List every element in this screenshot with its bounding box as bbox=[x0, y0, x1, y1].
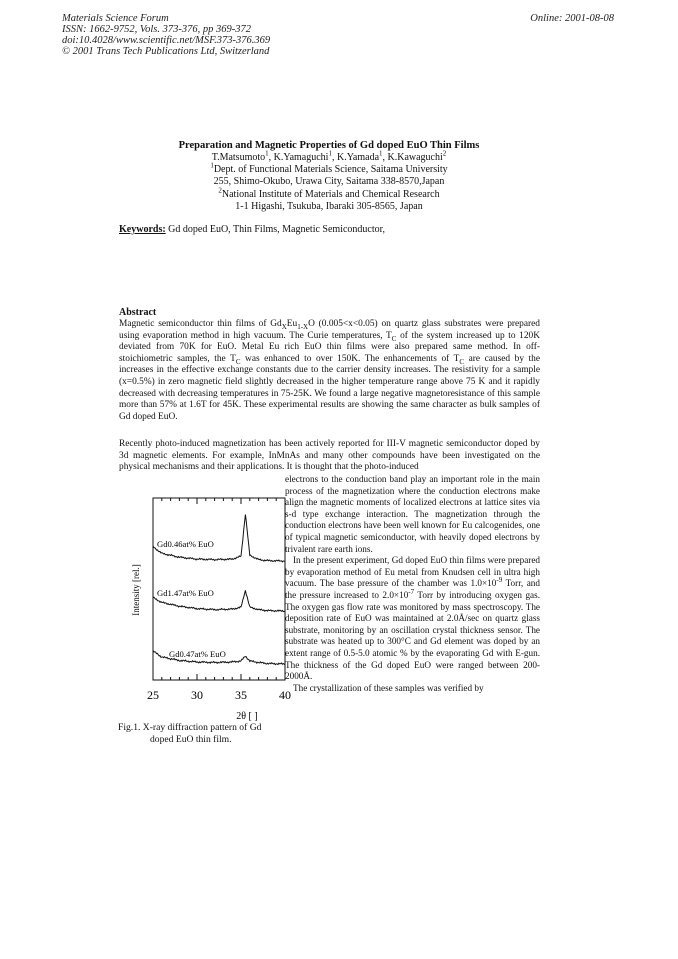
x-tick-label: 30 bbox=[191, 688, 203, 702]
author-name: , K.Yamaguchi bbox=[268, 152, 329, 163]
subscript: C bbox=[235, 357, 241, 366]
author-name: T.Matsumoto bbox=[211, 152, 266, 163]
body-run: Torr, and the pressure increased to 2.0×10 bbox=[285, 578, 540, 600]
curve-label: Gd1.47at% EuO bbox=[157, 588, 214, 598]
subscript: C bbox=[391, 334, 397, 343]
x-tick-label: 40 bbox=[279, 688, 291, 702]
affiliation-mark: 1 bbox=[210, 161, 214, 170]
abstract-run: O (0.005<x<0.05) on quartz glass substrates were prepared using evaporation method in high vacuum. The Curie temperatures, T bbox=[119, 319, 540, 341]
body-run: In the present experiment, Gd doped EuO thin films were prepared by evaporation method of Eu metal from Knudsen cell in ultra high vacuum. The base pressure of the chamber was 1.0×10 bbox=[285, 555, 540, 589]
body-paragraph bbox=[285, 555, 540, 683]
subscript: C bbox=[459, 357, 465, 366]
affiliation-1-address: 255, Shimo-Okubo, Urawa City, Saitama 338-8570,Japan bbox=[213, 176, 445, 188]
abstract-run: are caused by the increases in the effective exchange constants due to the carrier density increases. The resistivity for a sample (x=0.5%) in zero magnetic field slightly decreased in the higher temperature range above 75 K and it rapidly decreased with decreasing temperatures in 75-25K. We found a large negative magnetoresistance of this sample more than 57% at 1.6T for 45K. These experimental results are showing the same character as bulk samples of Gd doped EuO. bbox=[119, 353, 540, 422]
superscript: -7 bbox=[408, 587, 415, 596]
abstract-run: of the system increased up to 120K deviated from 70K for EuO. Metal Eu rich EuO thin films were also prepared same method. In off-stoichiometric samples, the T bbox=[119, 330, 541, 364]
affiliation-2 bbox=[120, 186, 538, 201]
affiliation-mark: 1 bbox=[379, 149, 383, 158]
doi-link[interactable]: doi:10.4028/www.scientific.net/MSF.373-376.369 bbox=[62, 35, 271, 46]
abstract-run: Magnetic semiconductor thin films of Gd bbox=[119, 319, 282, 329]
subscript: 1-X bbox=[297, 322, 309, 331]
author-name: , K.Yamada bbox=[331, 152, 380, 163]
x-tick-label: 35 bbox=[235, 688, 247, 702]
title-block bbox=[120, 140, 538, 213]
affiliation-text: Dept. of Functional Materials Science, Saitama University bbox=[213, 164, 448, 176]
abstract-text bbox=[119, 319, 540, 423]
y-axis-label: Intensity [rel.] bbox=[131, 564, 141, 616]
journal-name: Materials Science Forum bbox=[62, 13, 169, 24]
author-name: , K.Kawaguchi bbox=[382, 152, 443, 163]
caption-line: Fig.1. X-ray diffraction pattern of Gd bbox=[118, 722, 262, 733]
abstract-heading: Abstract bbox=[119, 307, 157, 318]
affiliation-mark: 1 bbox=[265, 149, 269, 158]
xrd-figure bbox=[95, 488, 295, 726]
author-list bbox=[120, 149, 538, 164]
affiliation-text: National Institute of Materials and Chemical Research bbox=[221, 188, 440, 200]
paper-title: Preparation and Magnetic Properties of Gd doped EuO Thin Films bbox=[178, 140, 480, 151]
subscript: X bbox=[281, 322, 287, 331]
body-paragraph: electrons to the conduction band play an important role in the main process of the magnetization where the conduction electrons make align the magnetic moments of localized electrons at lattice sites via s-d type exchange interaction. The magnetization through the conduction electrons have been well known for Eu calcogenides, one of typical magnetic semiconductor, with heavily doped electrons by trivalent rare earth ions. bbox=[285, 474, 540, 554]
curve-label: Gd0.47at% EuO bbox=[169, 649, 226, 659]
figure-caption bbox=[118, 722, 284, 745]
superscript: -9 bbox=[496, 576, 503, 585]
x-tick-label: 25 bbox=[147, 688, 159, 702]
right-column bbox=[285, 474, 540, 694]
abstract-run: Eu bbox=[286, 319, 298, 329]
affiliation-mark: 1 bbox=[328, 149, 332, 158]
body-paragraph: The crystallization of these samples was verified by bbox=[293, 682, 484, 693]
online-date: Online: 2001-08-08 bbox=[530, 13, 614, 24]
journal-header bbox=[62, 13, 270, 57]
keywords bbox=[119, 224, 385, 235]
intro-paragraph: Recently photo-induced magnetization has been actively reported for III-V magnetic semiconductor doped by 3d magnetic elements. For example, InMnAs and many other compounds have been investigated on the physical mechanisms and their applications. It is thought that the photo-induced bbox=[119, 439, 540, 473]
copyright-line: © 2001 Trans Tech Publications Ltd, Switzerland bbox=[62, 46, 270, 57]
keywords-text: Gd doped EuO, Thin Films, Magnetic Semiconductor, bbox=[165, 224, 386, 235]
affiliation-mark: 2 bbox=[218, 186, 222, 195]
keywords-label: Keywords: bbox=[119, 224, 166, 235]
body-run: Torr by introducing oxygen gas. The oxygen gas flow rate was monitored by mass spectroscopy. The deposition rate of EuO was maintained at 2.0Å/sec on quartz glass substrate, monitoring by an oscillation crystal thickness sensor. The substrate was heated up to 300°C and Gd element was doped by an extent range of 0.5-5.0 atomic % by the evaporating Gd with E-gun. The thickness of the Gd doped EuO were ranged between 200-2000Å. bbox=[285, 589, 540, 682]
affiliation-2-address: 1-1 Higashi, Tsukuba, Ibaraki 305-8565, Japan bbox=[235, 200, 423, 212]
abstract-run: was enhanced to over 150K. The enhancements of T bbox=[240, 353, 460, 364]
curve-label: Gd0.46at% EuO bbox=[157, 539, 214, 549]
issn-line: ISSN: 1662-9752, Vols. 373-376, pp 369-372 bbox=[62, 24, 251, 35]
x-axis-label: 2θ [ ] bbox=[236, 711, 258, 722]
affiliation-1 bbox=[120, 161, 538, 176]
caption-line: doped EuO thin film. bbox=[150, 733, 232, 745]
affiliation-mark: 2 bbox=[442, 149, 447, 158]
